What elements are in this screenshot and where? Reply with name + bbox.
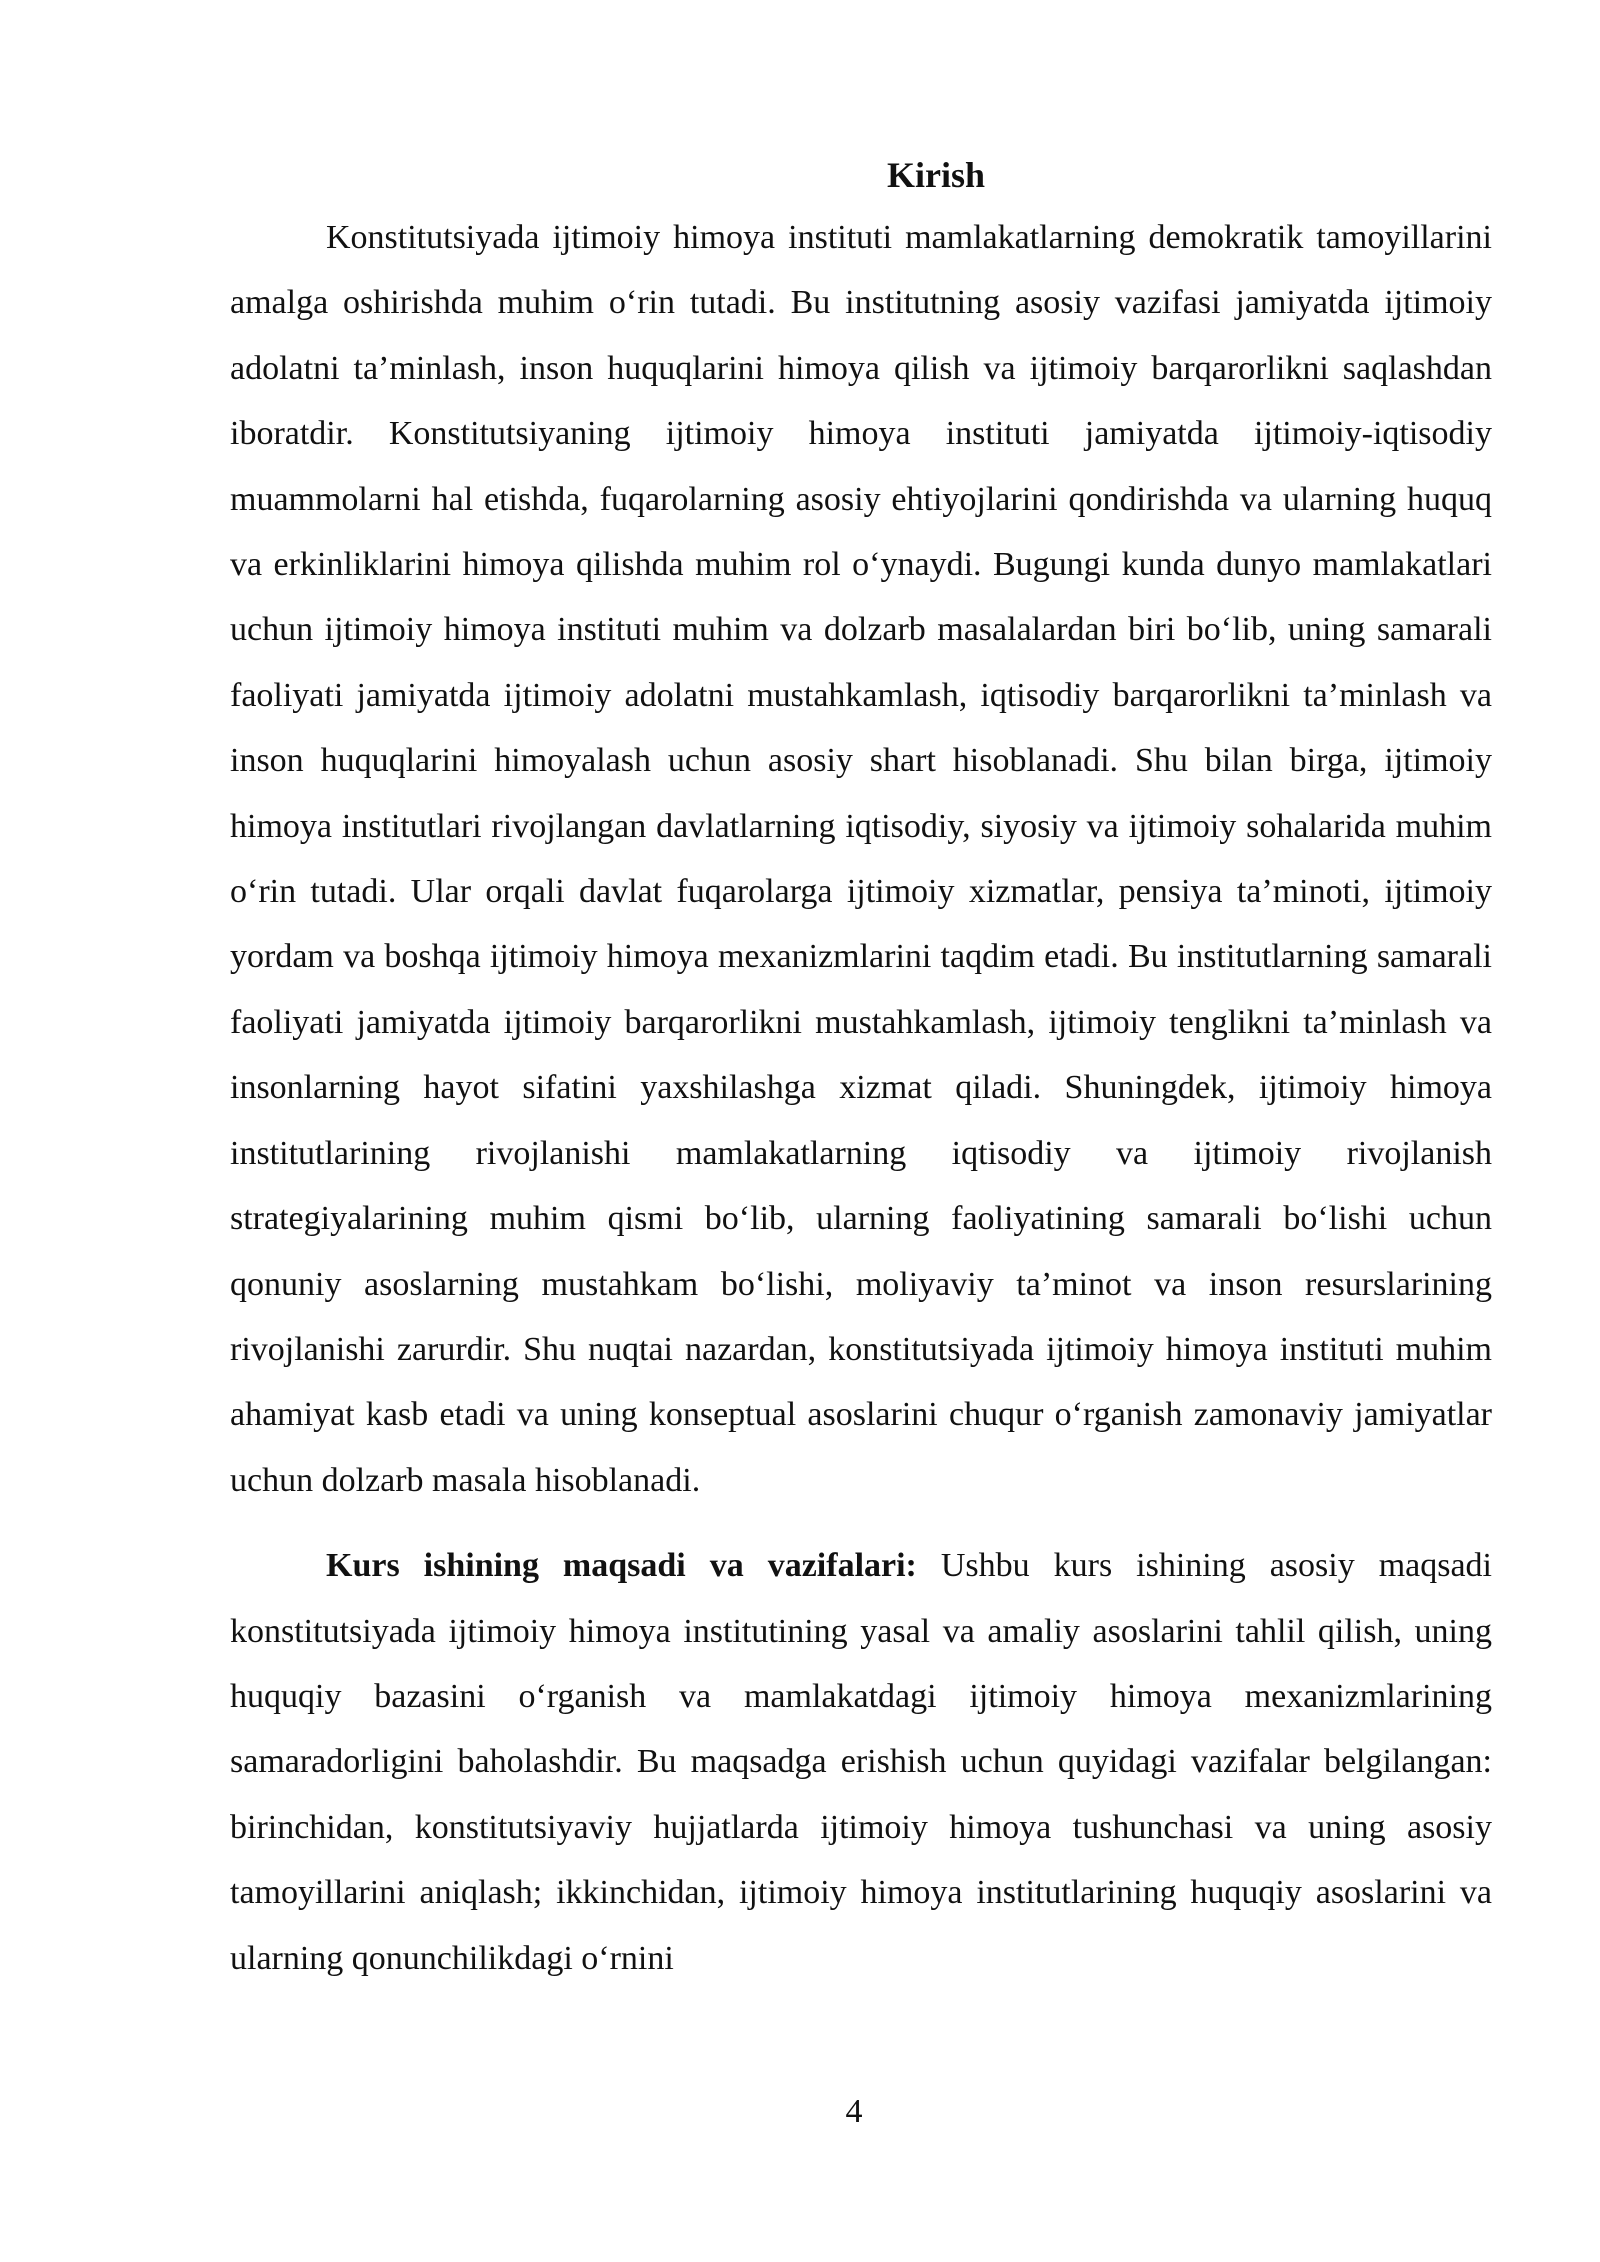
goals-lead: Kurs ishining maqsadi va vazifalari: — [326, 1547, 917, 1585]
page-content — [230, 145, 1492, 1991]
page-number: 4 — [845, 2093, 863, 2130]
section-heading: Kirish — [886, 155, 985, 195]
intro-paragraph: Konstitutsiyada ijtimoiy himoya instituti mamlakatlarning demokratik tamoyillarini amalga oshirishda muhim o‘rin tutadi. Bu institutning asosiy vazifasi jamiyatda ijtimoiy adolatni ta’minlash, inson huquqlarini himoya qilish va ijtimoiy barqarorlikni saqlashdan iboratdir. Konstitutsiyaning ijtimoiy himoya instituti jamiyatda ijtimoiy-iqtisodiy muammolarni hal etishda, fuqarolarning asosiy ehtiyojlarini qondirishda va ularning huquq va erkinliklarini himoya qilishda muhim rol o‘ynaydi. Bugungi kunda dunyo mamlakatlari uchun ijtimoiy himoya instituti muhim va dolzarb masalalardan biri bo‘lib, uning samarali faoliyati jamiyatda ijtimoiy adolatni mustahkamlash, iqtisodiy barqarorlikni ta’minlash va inson huquqlarini himoyalash uchun asosiy shart hisoblanadi. Shu bilan birga, ijtimoiy himoya institutlari rivojlangan davlatlarning iqtisodiy, siyosiy va ijtimoiy sohalarida muhim o‘rin tutadi. Ular orqali davlat fuqarolarga ijtimoiy xizmatlar, pensiya ta’minoti, ijtimoiy yordam va boshqa ijtimoiy himoya mexanizmlarini taqdim etadi. Bu institutlarning samarali faoliyati jamiyatda ijtimoiy barqarorlikni mustahkamlash, ijtimoiy tenglikni ta’minlash va insonlarning hayot sifatini yaxshilashga xizmat qiladi. Shuningdek, ijtimoiy himoya institutlarining rivojlanishi mamlakatlarning iqtisodiy va ijtimoiy rivojlanish strategiyalarining muhim qismi bo‘lib, ularning faoliyatining samarali bo‘lishi uchun qonuniy asoslarning mustahkam bo‘lishi, moliyaviy ta’minot va inson resurslarining rivojlanishi zarurdir. Shu nuqtai nazardan, konstitutsiyada ijtimoiy himoya instituti muhim ahamiyat kasb etadi va uning konseptual asoslarini chuqur o‘rganish zamonaviy jamiyatlar uchun dolzarb masala hisoblanadi. — [230, 219, 1492, 1499]
goals-text: Ushbu kurs ishining asosiy maqsadi konstitutsiyada ijtimoiy himoya institutining yasal va amaliy asoslarini tahlil qilish, uning huquqiy bazasini o‘rganish va mamlakatdagi ijtimoiy himoya mexanizmlarining samaradorligini baholashdir. Bu maqsadga erishish uchun quyidagi vazifalar belgilangan: birinchidan, konstitutsiyaviy hujjatlarda ijtimoiy himoya tushunchasi va uning asosiy tamoyillarini aniqlash; ikkinchidan, ijtimoiy himoya institutlarining huquqiy asoslarini va ularning qonunchilikdagi o‘rnini — [230, 1547, 1493, 1977]
goals-paragraph — [230, 1533, 1492, 1991]
